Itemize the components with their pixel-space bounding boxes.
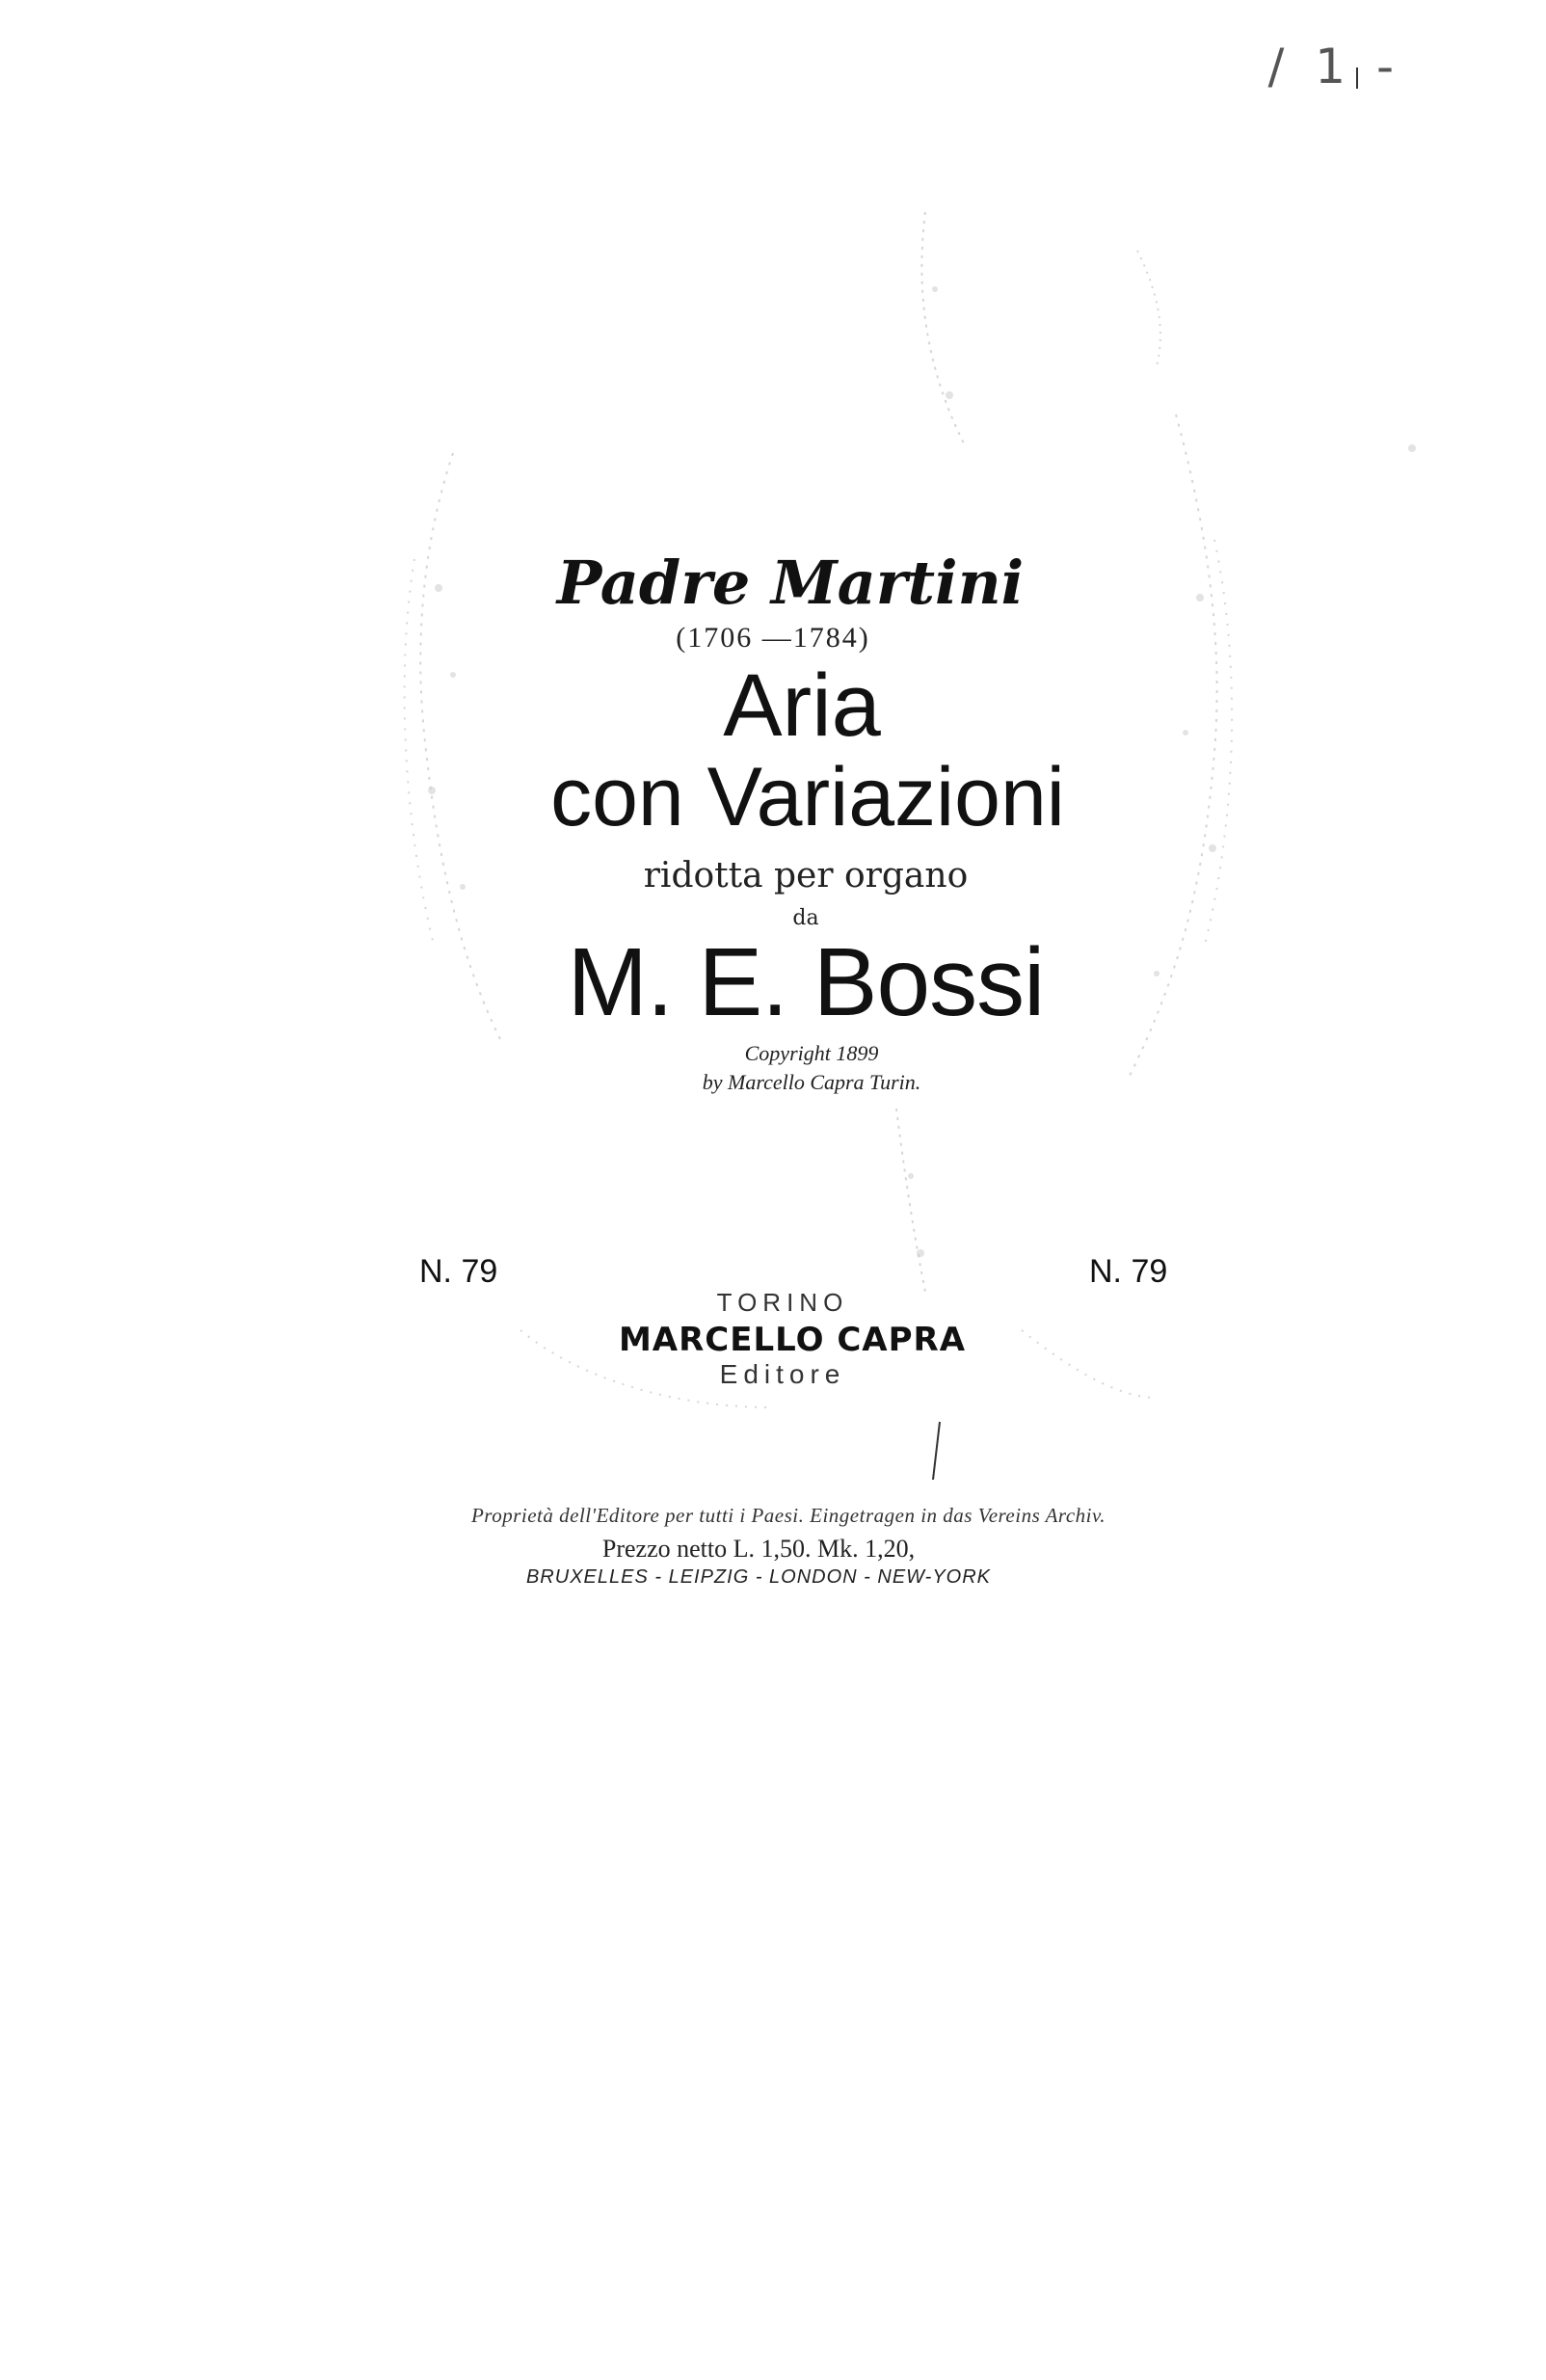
publisher-role: Editore [719,1359,846,1389]
title-line-2: con Variazioni [550,751,1065,843]
plate-number-left: N. 79 [419,1253,498,1290]
composer-name: Padre Martini [556,548,1025,618]
copyright-notice [39,1039,1546,1097]
plate-number-right: N. 79 [1089,1253,1168,1290]
price-line: Prezzo netto L. 1,50. Mk. 1,20, [601,1535,916,1563]
publisher-city: TORINO [716,1288,849,1317]
rights-notice: Proprietà dell'Editore per tutti i Paesi. Eingetragen in das Vereins Archiv. [470,1504,1106,1527]
arranger-name: M. E. Bossi [567,928,1045,1036]
by-word: da [792,906,819,930]
copyright-line-2: by Marcello Capra Turin. [702,1070,921,1094]
subtitle: ridotta per organo [643,856,969,896]
publisher-name: MARCELLO CAPRA [618,1321,967,1359]
title-line-1: Aria [723,656,881,755]
page-number-mark: / 1 - [1267,39,1401,94]
composer-dates: (1706 —1784) [676,622,870,654]
distribution-cities: BRUXELLES - LEIPZIG - LONDON - NEW-YORK [525,1566,992,1588]
copyright-line-1: Copyright 1899 [744,1041,879,1065]
